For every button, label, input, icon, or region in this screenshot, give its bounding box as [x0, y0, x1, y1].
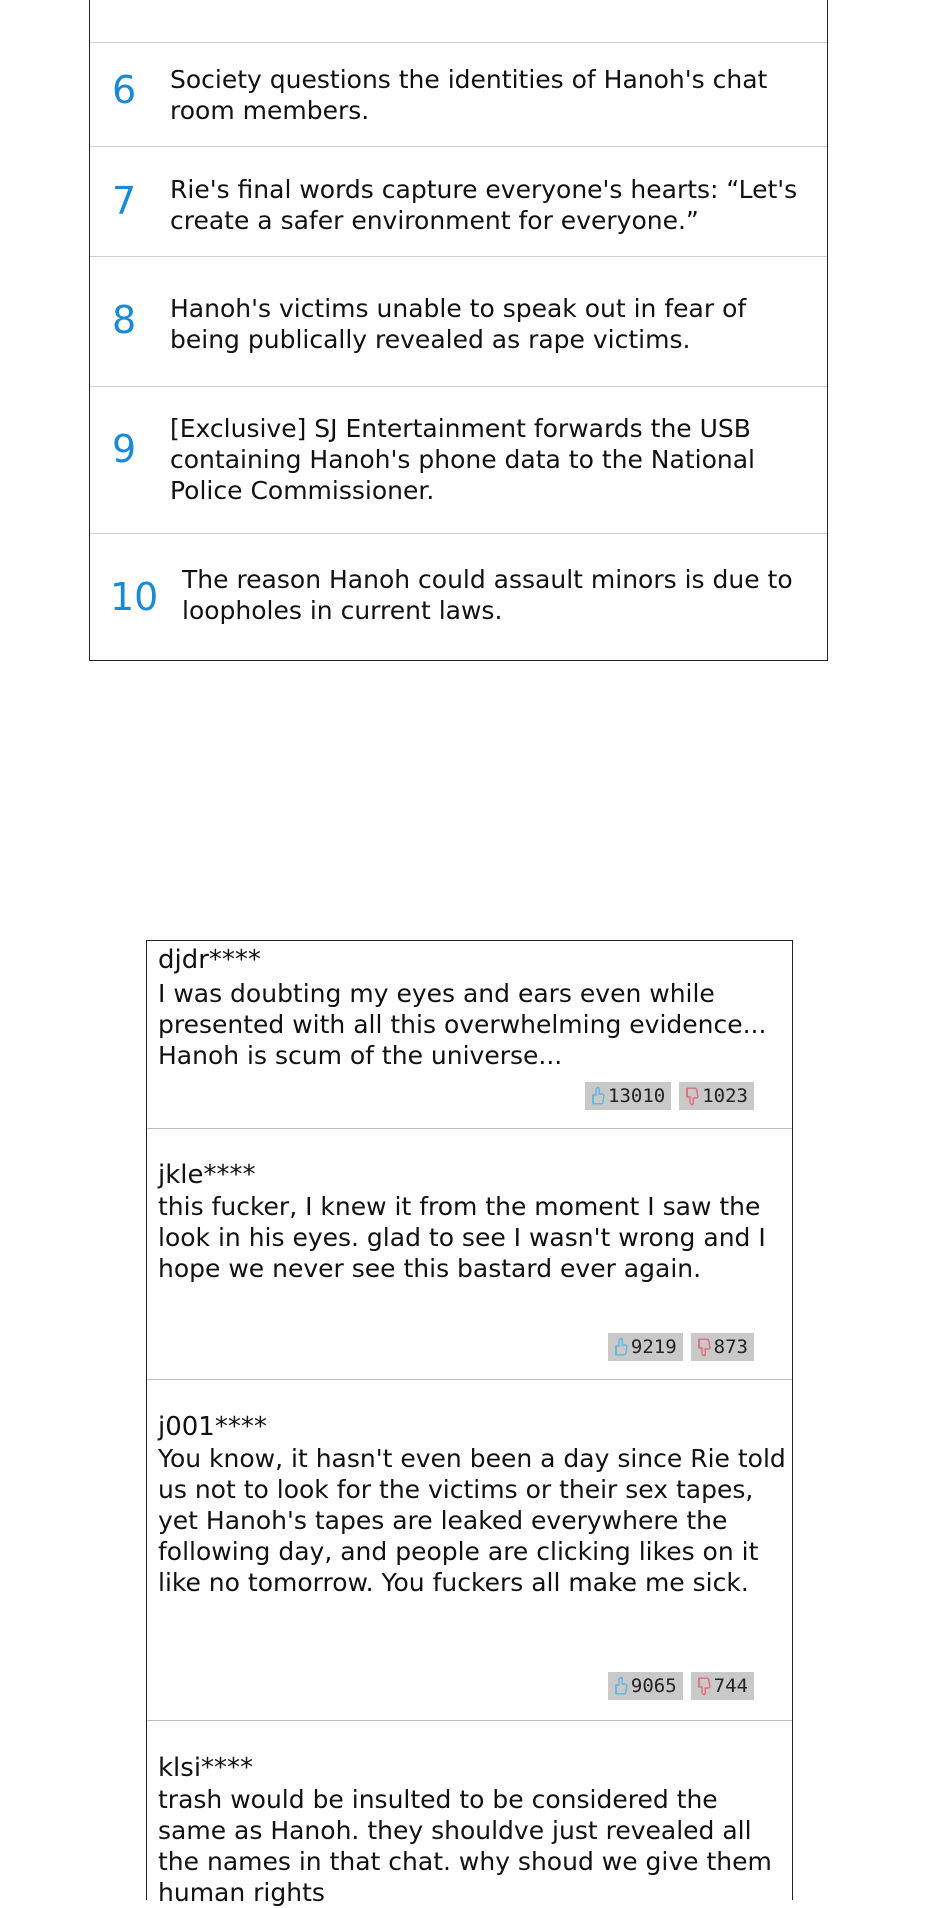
- thumbs-up-icon: [613, 1676, 629, 1696]
- vote-bar: [608, 1672, 754, 1700]
- like-count: 9219: [630, 1336, 677, 1358]
- comment-username[interactable]: djdr****: [158, 945, 261, 975]
- ranking-item[interactable]: [90, 146, 827, 257]
- dislike-count: 744: [713, 1675, 748, 1697]
- comment-text: trash would be insulted to be considered the same as Hanoh. they shouldve just revealed all the names in that chat. why shoud we give them human rights: [158, 1785, 772, 1907]
- ranking-headline[interactable]: Rie's final words capture everyone's hearts: “Let's create a safer environment for everyone.”: [170, 175, 798, 235]
- vote-bar: [608, 1333, 754, 1361]
- ranking-item[interactable]: [90, 256, 827, 387]
- thumbs-down-icon: [684, 1086, 700, 1106]
- dislike-button[interactable]: [691, 1333, 754, 1361]
- like-button[interactable]: [585, 1082, 671, 1110]
- comment-username[interactable]: jkle****: [158, 1160, 256, 1190]
- ranking-headline[interactable]: Hanoh's victims unable to speak out in fear of being publically revealed as rape victims.: [170, 294, 747, 354]
- ranking-list: [89, 0, 828, 661]
- comment-username[interactable]: j001****: [158, 1412, 267, 1442]
- dislike-count: 1023: [702, 1085, 748, 1107]
- ranking-item[interactable]: [90, 533, 827, 662]
- ranking-item-partial[interactable]: [90, 0, 827, 42]
- ranking-headline[interactable]: The reason Hanoh could assault minors is due to loopholes in current laws.: [182, 565, 793, 625]
- dislike-button[interactable]: [679, 1082, 754, 1110]
- comment-item: [147, 1379, 792, 1721]
- comment-list: [146, 940, 793, 1907]
- dislike-button[interactable]: [691, 1672, 754, 1700]
- comment-item: [147, 1128, 792, 1380]
- dislike-count: 873: [713, 1336, 748, 1358]
- comment-text: this fucker, I knew it from the moment I saw the look in his eyes. glad to see I wasn't wrong and I hope we never see this bastard ever again.: [158, 1192, 766, 1283]
- comment-username[interactable]: klsi****: [158, 1753, 254, 1783]
- like-count: 9065: [630, 1675, 677, 1697]
- ranking-number: 9: [112, 427, 137, 471]
- thumbs-up-icon: [613, 1337, 629, 1357]
- thumbs-down-icon: [696, 1676, 712, 1696]
- ranking-number: 10: [110, 575, 159, 619]
- thumbs-up-icon: [590, 1086, 606, 1106]
- ranking-number: 7: [112, 179, 137, 223]
- comment-text: I was doubting my eyes and ears even while presented with all this overwhelming evidence... Hanoh is scum of the universe...: [158, 979, 767, 1070]
- ranking-item[interactable]: [90, 386, 827, 534]
- ranking-number: 8: [112, 298, 137, 342]
- like-button[interactable]: [608, 1333, 683, 1361]
- ranking-headline[interactable]: Society questions the identities of Hanoh's chat room members.: [170, 65, 768, 125]
- ranking-item[interactable]: [90, 42, 827, 147]
- comment-text: You know, it hasn't even been a day since Rie told us not to look for the victims or their sex tapes, yet Hanoh's tapes are leaked everywhere the following day, and people are clicking likes on it like no tomorrow. You fuckers all make me sick.: [158, 1444, 786, 1597]
- ranking-headline[interactable]: [Exclusive] SJ Entertainment forwards the USB containing Hanoh's phone data to the National Police Commissioner.: [170, 414, 755, 505]
- like-count: 13010: [608, 1085, 666, 1107]
- thumbs-down-icon: [696, 1337, 712, 1357]
- like-button[interactable]: [608, 1672, 683, 1700]
- comment-item: [147, 1720, 792, 1907]
- ranking-number: 6: [112, 68, 137, 112]
- vote-bar: [585, 1082, 754, 1110]
- comment-item: [147, 941, 792, 1128]
